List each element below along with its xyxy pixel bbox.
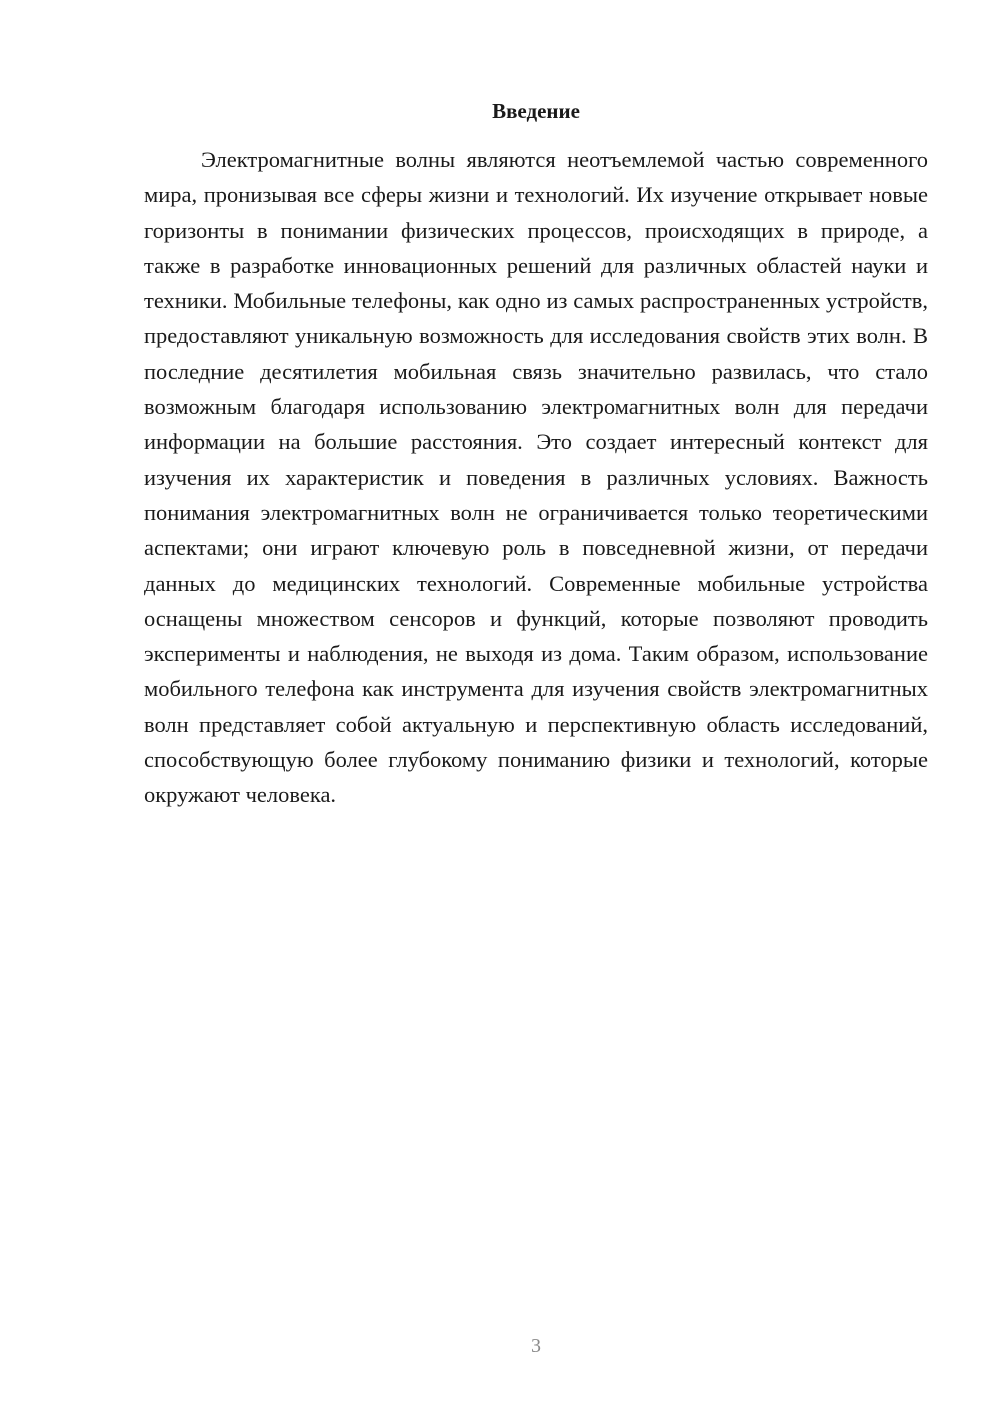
section-title: Введение — [492, 99, 580, 123]
page-number: 3 — [531, 1335, 541, 1357]
body-paragraph: Электромагнитные волны являются неотъемлемой частью современного мира, пронизывая все сферы жизни и технологий. Их изучение открывает новые горизонты в понимании физических процессов, происходящих в природе, а также в разработке инновационных решений для различных областей науки и техники. Мобильные телефоны, как одно из самых распространенных устройств, предоставляют уникальную возможность для исследования свойств этих волн. В последние десятилетия мобильная связь значительно развилась, что стало возможным благодаря использованию электромагнитных волн для передачи информации на большие расстояния. Это создает интересный контекст для изучения их характеристик и поведения в различных условиях. Важность понимания электромагнитных волн не ограничивается только теоретическими аспектами; они играют ключевую роль в повседневной жизни, от передачи данных до медицинских технологий. Современные мобильные устройства оснащены множеством сенсоров и функций, которые позволяют проводить эксперименты и наблюдения, не выходя из дома. Таким образом, использование мобильного телефона как инструмента для изучения свойств электромагнитных волн представляет собой актуальную и перспективную область исследований, способствующую более глубокому пониманию физики и технологий, которые окружают человека. — [144, 147, 928, 808]
